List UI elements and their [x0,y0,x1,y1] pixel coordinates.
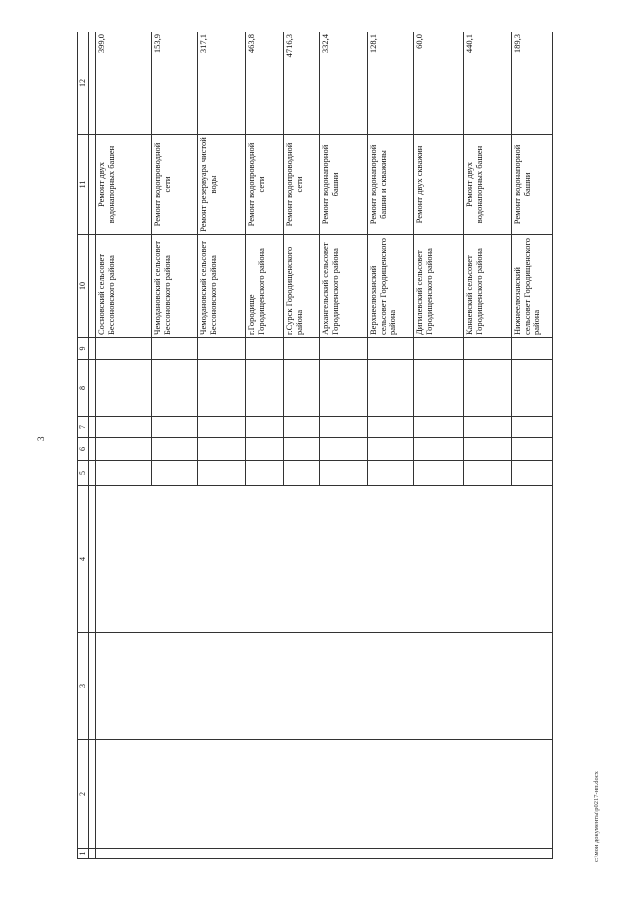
work-cell: Ремонт водопроводной сети [284,135,320,235]
col-number-1: 1 [78,849,89,859]
empty-cell [464,417,512,438]
empty-cell [96,338,152,360]
location-cell: Архангельский сельсовет Городищенского района [320,235,368,338]
empty-cell [414,438,464,461]
location-cell: Дигилевский сельсовет Городищенского района [414,235,464,338]
location-cell: Верхнеелюзанский сельсовет Городищенского района [368,235,414,338]
spacer-cell [89,438,96,461]
empty-cell [284,338,320,360]
col-number-10: 10 [78,235,89,338]
location-cell: Нижнеелюзанский сельсовет Городищенского района [512,235,553,338]
work-cell: Ремонт водонапорной башни [320,135,368,235]
amount-cell: 463,8 [246,32,284,135]
empty-cell [246,438,284,461]
amount-cell: 189,3 [512,32,553,135]
table-row [96,32,152,859]
col-number-6: 6 [78,438,89,461]
merged-cell-col2 [96,740,553,849]
empty-cell [320,417,368,438]
empty-cell [198,438,246,461]
work-cell: Ремонт двух водонапорных башен [96,135,152,235]
work-cell: Ремонт водонапорной башни [512,135,553,235]
empty-cell [512,417,553,438]
empty-cell [246,360,284,417]
empty-cell [152,417,198,438]
col-number-5: 5 [78,461,89,486]
amount-cell: 153,9 [152,32,198,135]
empty-cell [284,360,320,417]
empty-cell [414,338,464,360]
empty-cell [414,417,464,438]
empty-cell [512,461,553,486]
empty-cell [246,461,284,486]
work-cell: Ремонт водопроводной сети [246,135,284,235]
spacer-cell [89,849,96,859]
repair-works-table [77,32,553,859]
empty-cell [464,338,512,360]
spacer-cell [89,740,96,849]
empty-cell [368,438,414,461]
col-number-11: 11 [78,135,89,235]
empty-cell [368,461,414,486]
rotated-table-container [77,32,553,859]
col-number-9: 9 [78,338,89,360]
empty-cell [96,461,152,486]
spacer-cell [89,486,96,633]
work-cell: Ремонт двух скважин [414,135,464,235]
empty-cell [246,417,284,438]
empty-cell [320,338,368,360]
empty-cell [284,417,320,438]
spacer-row [89,32,96,859]
merged-cell-col4 [96,486,553,633]
spacer-cell [89,417,96,438]
merged-cell-col1 [96,849,553,859]
work-cell: Ремонт водонапорной башни и скважины [368,135,414,235]
col-number-12: 12 [78,32,89,135]
location-cell: Канаевский сельсовет Городищенского района [464,235,512,338]
spacer-cell [89,235,96,338]
empty-cell [198,338,246,360]
amount-cell: 332,4 [320,32,368,135]
empty-cell [152,438,198,461]
col-number-2: 2 [78,740,89,849]
work-cell: Ремонт двух водонапорных башен [464,135,512,235]
amount-cell: 440,1 [464,32,512,135]
empty-cell [198,461,246,486]
col-number-4: 4 [78,486,89,633]
empty-cell [246,338,284,360]
amount-cell: 60,0 [414,32,464,135]
empty-cell [414,360,464,417]
empty-cell [512,360,553,417]
amount-cell: 399,0 [96,32,152,135]
col-number-3: 3 [78,633,89,740]
spacer-cell [89,360,96,417]
empty-cell [414,461,464,486]
empty-cell [320,438,368,461]
spacer-cell [89,32,96,135]
location-cell: Чемодановский сельсовет Бессоновского района [198,235,246,338]
empty-cell [198,360,246,417]
spacer-cell [89,461,96,486]
empty-cell [320,360,368,417]
amount-cell: 128,1 [368,32,414,135]
merged-cell-col3 [96,633,553,740]
work-cell: Ремонт водопроводной сети [152,135,198,235]
location-cell: Сосновский сельсовет Бессоновского района [96,235,152,338]
page-number: 3 [36,436,46,441]
empty-cell [368,360,414,417]
empty-cell [464,438,512,461]
col-number-8: 8 [78,360,89,417]
location-cell: г.Сурск Городищенского района [284,235,320,338]
empty-cell [152,360,198,417]
empty-cell [96,360,152,417]
work-cell: Ремонт резервуара чистой воды [198,135,246,235]
empty-cell [368,417,414,438]
empty-cell [198,417,246,438]
empty-cell [320,461,368,486]
location-cell: Чемодановский сельсовет Бессоновского района [152,235,198,338]
spacer-cell [89,338,96,360]
empty-cell [152,461,198,486]
table-frame [77,32,553,859]
amount-cell: 317,1 [198,32,246,135]
spacer-cell [89,633,96,740]
column-number-row [78,32,89,859]
empty-cell [96,438,152,461]
empty-cell [512,438,553,461]
empty-cell [152,338,198,360]
empty-cell [464,461,512,486]
empty-cell [512,338,553,360]
empty-cell [464,360,512,417]
spacer-cell [89,135,96,235]
footer-file-path: c:\мои документы\p0217-нп.docx [593,771,600,862]
empty-cell [284,461,320,486]
empty-cell [96,417,152,438]
amount-cell: 4716,3 [284,32,320,135]
empty-cell [368,338,414,360]
col-number-7: 7 [78,417,89,438]
location-cell: г.Городище Городищенского района [246,235,284,338]
empty-cell [284,438,320,461]
